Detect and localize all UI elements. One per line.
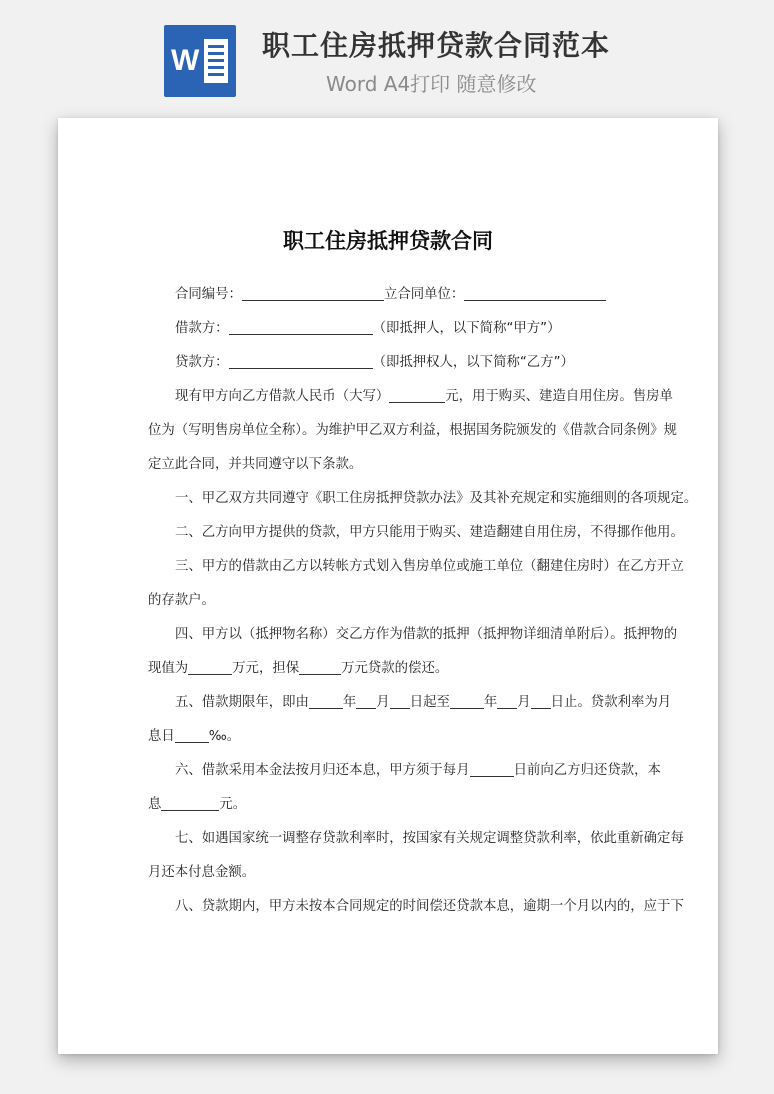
lender-note: （即抵押权人，以下简称“乙方”） <box>372 355 574 370</box>
borrower-line <box>148 312 630 346</box>
word-icon-letter: W <box>171 44 200 77</box>
intro-line-1 <box>148 380 673 414</box>
lender-label: 贷款方： <box>175 355 229 370</box>
start-month-blank <box>356 693 376 709</box>
borrower-blank <box>229 319 373 335</box>
lender-line <box>148 346 630 380</box>
borrower-note: （即抵押人，以下简称“甲方”） <box>372 321 561 336</box>
contract-unit-label: 立合同单位： <box>383 287 465 302</box>
intro-text-a: 现有甲方向乙方借款人民币（大写） <box>175 389 390 404</box>
document-body <box>148 278 698 924</box>
header-subtitle: Word A4打印 随意修改 <box>326 72 537 96</box>
amount-blank <box>389 387 445 403</box>
value-blank <box>188 659 232 675</box>
clause-3-line-2: 的存款户。 <box>148 593 215 608</box>
interest-rate-blank <box>175 727 209 743</box>
document-title: 职工住房抵押贷款合同 <box>283 229 493 253</box>
start-year-label: 年 <box>342 695 357 710</box>
clause-4-line-2 <box>148 652 630 686</box>
clause-6-text-b: 日前向乙方归还贷款，本 <box>513 763 661 778</box>
clause-4-text-c: 万元贷款的偿还。 <box>341 661 449 676</box>
end-day-label: 日止。贷款利率为月 <box>550 695 672 710</box>
clause-2: 二、乙方向甲方提供的贷款，甲方只能用于购买、建造翻建自用住房，不得挪作他用。 <box>175 525 684 540</box>
clause-8-line-1: 八、贷款期内，甲方未按本合同规定的时间偿还贷款本息，逾期一个月以内的，应于下 <box>175 899 684 914</box>
intro-line-2: 位为（写明售房单位全称）。为维护甲乙双方利益，根据国务院颁发的《借款合同条例》规 <box>148 423 677 438</box>
repay-day-blank <box>470 761 514 777</box>
clause-5-text-c: ‰。 <box>208 729 241 744</box>
word-icon <box>164 25 236 97</box>
start-month-label: 月 <box>376 695 390 710</box>
intro-line-3: 定立此合同，并共同遵守以下条款。 <box>148 457 363 472</box>
clause-4-text-b: 万元，担保 <box>232 661 300 676</box>
document-page <box>58 118 718 1054</box>
clause-6-text-d: 元。 <box>219 797 247 812</box>
start-day-label: 日起至 <box>409 695 450 710</box>
clause-1: 一、甲乙双方共同遵守《职工住房抵押贷款办法》及其补充规定和实施细则的各项规定。 <box>175 491 698 506</box>
clause-6-line-1 <box>148 754 661 788</box>
lender-blank <box>229 353 373 369</box>
contract-no-label: 合同编号： <box>175 287 242 302</box>
clause-4-text-a: 现值为 <box>148 661 189 676</box>
clause-7-line-1: 七、如遇国家统一调整存贷款利率时，按国家有关规定调整贷款利率，依此重新确定每 <box>175 831 684 846</box>
end-day-blank <box>531 693 551 709</box>
clause-7-line-2: 月还本付息金额。 <box>148 865 256 880</box>
clause-5-text-a: 五、借款期限年，即由 <box>175 695 309 710</box>
intro-text-b: 元，用于购买、建造自用住房。售房单 <box>445 389 673 404</box>
borrower-label: 借款方： <box>175 321 229 336</box>
header-title: 职工住房抵押贷款合同范本 <box>262 29 611 62</box>
page-header <box>0 0 774 110</box>
contract-unit-blank <box>464 285 606 301</box>
clause-4-line-1: 四、甲方以（抵押物名称）交乙方作为借款的抵押（抵押物详细清单附后）。抵押物的 <box>175 627 678 642</box>
start-year-blank <box>309 693 343 709</box>
installment-blank <box>161 795 219 811</box>
end-year-label: 年 <box>483 695 498 710</box>
guarantee-blank <box>299 659 341 675</box>
contract-no-blank <box>242 285 384 301</box>
end-month-label: 月 <box>517 695 531 710</box>
clause-5-line-1 <box>148 686 672 720</box>
clause-5-line-2 <box>148 720 630 754</box>
clause-6-text-c: 息 <box>148 797 162 812</box>
contract-header-line <box>148 278 630 312</box>
end-year-blank <box>450 693 484 709</box>
document-lines-icon <box>204 39 228 83</box>
clause-6-text-a: 六、借款采用本金法按月归还本息，甲方须于每月 <box>175 763 470 778</box>
clause-6-line-2 <box>148 788 630 822</box>
start-day-blank <box>390 693 410 709</box>
end-month-blank <box>497 693 517 709</box>
clause-5-text-b: 息日 <box>148 729 175 744</box>
clause-3-line-1: 三、甲方的借款由乙方以转帐方式划入售房单位或施工单位（翻建住房时）在乙方开立 <box>175 559 684 574</box>
